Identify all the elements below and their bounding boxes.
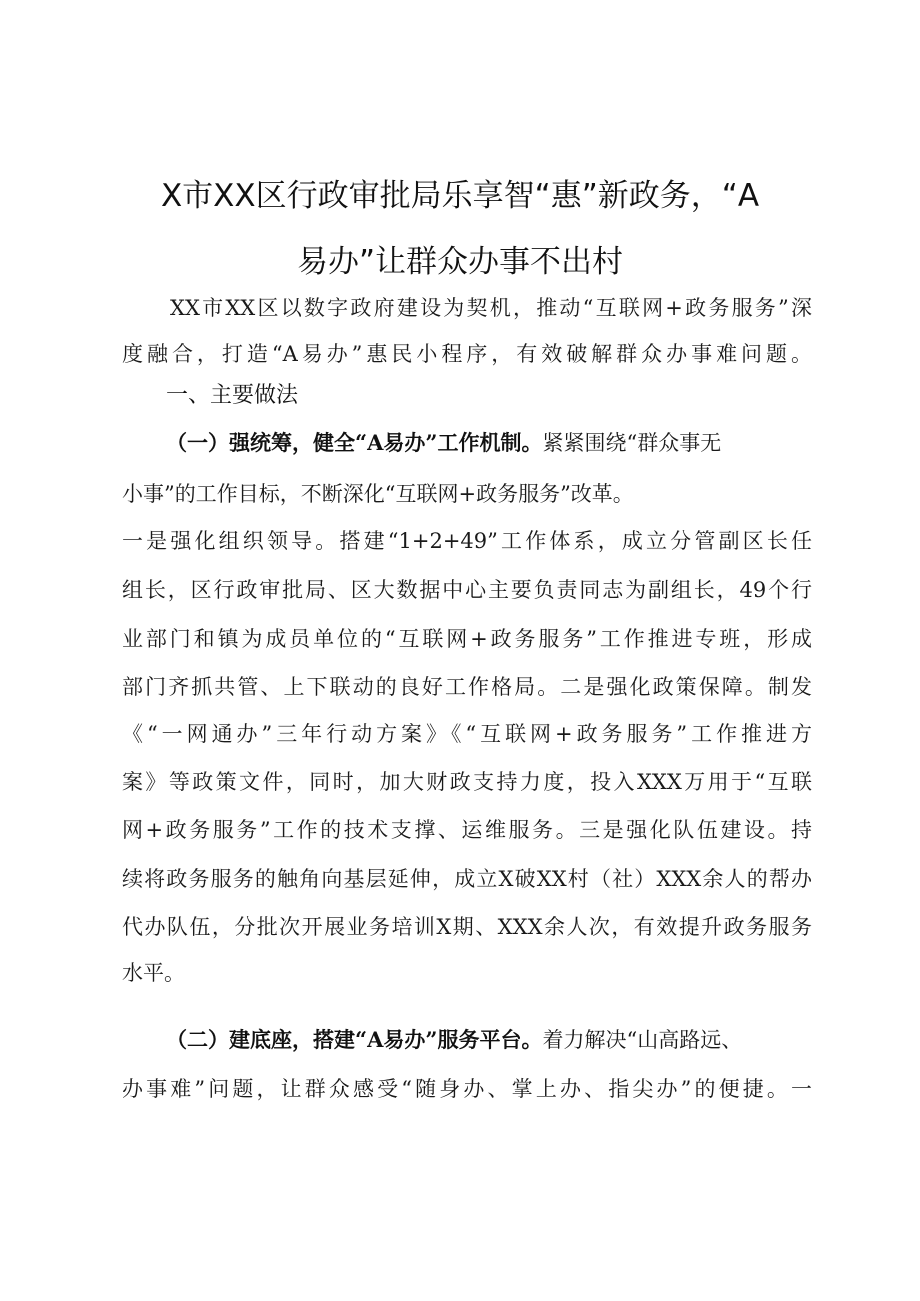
subsection-2-line-1 [166,1025,856,1055]
body-line: 代办队伍，分批次开展业务培训X期、XXX余人次，有效提升政务服务 [122,915,812,939]
body-line: 部门齐抓共管、上下联动的良好工作格局。二是强化政策保障。制发 [122,675,812,699]
body-line: 案》等政策文件，同时，加大财政支持力度，投入XXX万用于“互联 [122,770,812,794]
intro-line-1: XX市XX区以数字政府建设为契机，推动“互联网+政务服务”深 [170,296,812,320]
body-line: 网+政务服务”工作的技术支撑、运维服务。三是强化队伍建设。持 [122,818,812,842]
subsection-1-line-2: 小事”的工作目标，不断深化“互联网+政务服务”改革。 [122,482,634,506]
subsection-2-title: （二）建底座，搭建“A易办”服务平台。 [166,1027,543,1052]
subsection-2-line-2: 办事难”问题，让群众感受“随身办、掌上办、指尖办”的便捷。一 [122,1077,812,1101]
body-line: 续将政务服务的触角向基层延伸，成立X破XX村（社）XXX余人的帮办 [122,867,812,891]
subsection-2-line-1-text: 着力解决“山高路远、 [542,1028,743,1052]
document-title-line-1: X市XX区行政审批局乐享智“惠”新政务，“A [160,178,760,214]
body-line: 水平。 [122,961,185,985]
subsection-1-line-1 [166,428,856,458]
subsection-1-title: （一）强统筹，健全“A易办”工作机制。 [166,430,543,455]
subsection-1-line-1-text: 紧紧围绕“群众事无 [542,431,722,455]
document-title-line-2: 易办”让群众办事不出村 [296,244,624,280]
body-line: 《“一网通办”三年行动方案》《“互联网+政务服务”工作推进方 [122,722,812,746]
intro-line-2: 度融合，打造“A易办”惠民小程序，有效破解群众办事难问题。 [122,342,812,366]
section-heading: 一、主要做法 [166,383,299,408]
body-line: 组长，区行政审批局、区大数据中心主要负责同志为副组长，49个行 [122,578,812,602]
body-line: 一是强化组织领导。搭建“1+2+49”工作体系，成立分管副区长任 [122,529,812,553]
body-line: 业部门和镇为成员单位的“互联网+政务服务”工作推进专班，形成 [122,627,812,651]
